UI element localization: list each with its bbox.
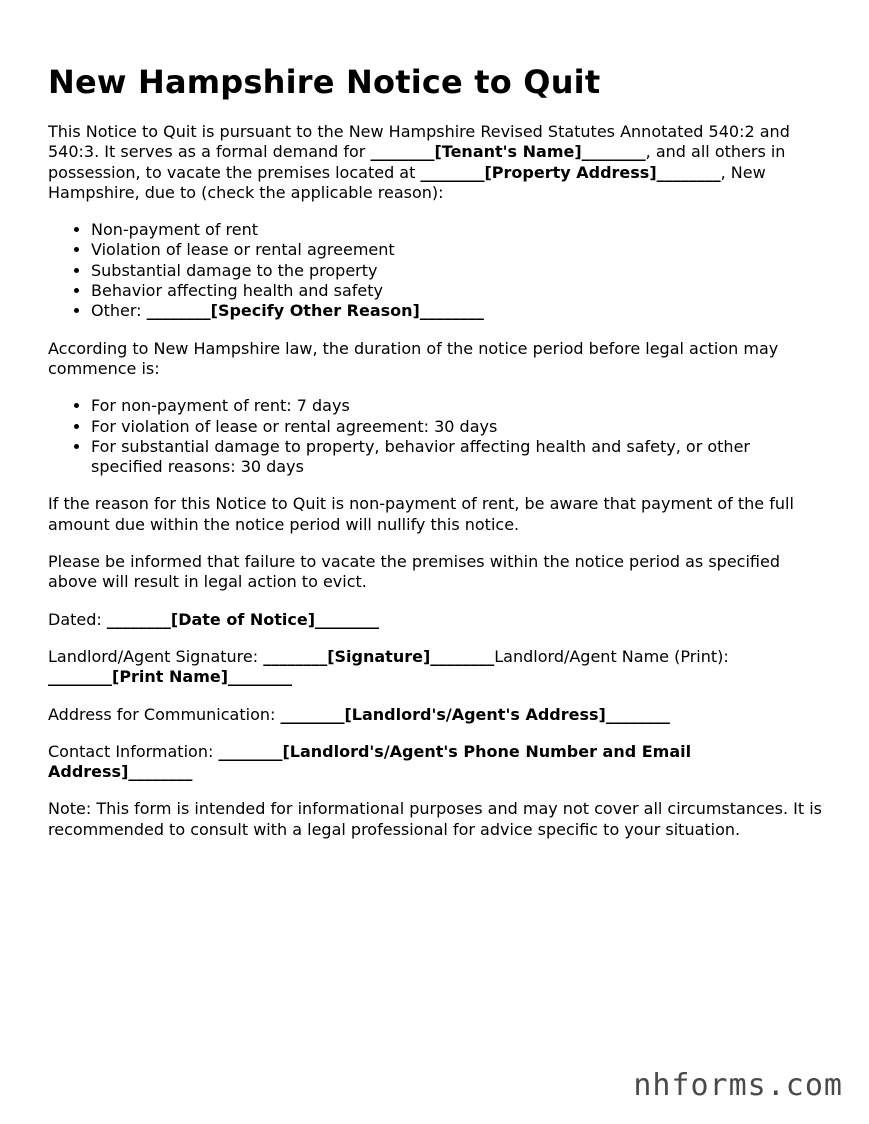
notice-period-intro: According to New Hampshire law, the duration of the notice period before legal action may commence is: xyxy=(48,338,779,378)
intro-text-2: , and all others in possession, to vacate the premises located at xyxy=(48,142,786,182)
intro-paragraph xyxy=(48,122,823,203)
signature-label: Landlord/Agent Signature: xyxy=(48,646,264,666)
disclaimer-note: Note: This form is intended for informational purposes and may not cover all circumstances. It is recommended to consult with a legal professional for advice specific to your situation. xyxy=(48,799,822,839)
reason-item-other xyxy=(91,301,823,321)
other-reason-label: Other: xyxy=(91,301,147,321)
contact-field: ________[Landlord's/Agent's Phone Number and Email Address]________ xyxy=(48,741,692,782)
reason-item: • Non-payment of rent xyxy=(91,220,823,240)
dated-label: Dated: xyxy=(48,609,107,629)
print-name-label: Landlord/Agent Name (Print): xyxy=(494,646,729,666)
intro-text-1: This Notice to Quit is pursuant to the New Hampshire Revised Statutes Annotated 540:2 and 540:3. It serves as a formal demand for xyxy=(48,122,790,162)
address-line xyxy=(48,705,823,725)
reason-item: • Behavior affecting health and safety xyxy=(91,281,823,301)
contact-line xyxy=(48,742,823,783)
period-item: • For non-payment of rent: 7 days xyxy=(91,396,823,416)
document-page xyxy=(48,58,823,857)
address-label: Address for Communication: xyxy=(48,704,281,724)
contact-label: Contact Information: xyxy=(48,741,219,761)
reason-list xyxy=(48,220,823,321)
watermark: nhforms.com xyxy=(633,1068,843,1103)
nonpayment-note: If the reason for this Notice to Quit is non-payment of rent, be aware that payment of the full amount due within the notice period will nullify this notice. xyxy=(48,494,794,534)
intro-text-3: , New Hampshire, due to (check the applicable reason): xyxy=(48,162,766,202)
failure-note: Please be informed that failure to vacate the premises within the notice period as specified above will result in legal action to evict. xyxy=(48,552,780,592)
period-item: • For substantial damage to property, behavior affecting health and safety, or other specified reasons: 30 days xyxy=(91,437,823,478)
other-reason-field: ________[Specify Other Reason]________ xyxy=(146,301,484,321)
signature-field: ________[Signature]________ xyxy=(263,646,495,666)
tenant-name-field: ________[Tenant's Name]________ xyxy=(370,142,646,162)
signature-line xyxy=(48,647,823,688)
property-address-field: ________[Property Address]________ xyxy=(420,162,721,182)
address-field: ________[Landlord's/Agent's Address]________ xyxy=(280,704,670,724)
reason-item: • Substantial damage to the property xyxy=(91,261,823,281)
notice-period-list xyxy=(48,396,823,477)
reason-item: • Violation of lease or rental agreement xyxy=(91,240,823,260)
dated-line xyxy=(48,610,823,630)
print-name-field: ________[Print Name]________ xyxy=(48,667,293,687)
date-of-notice-field: ________[Date of Notice]________ xyxy=(106,609,380,629)
period-item: • For violation of lease or rental agreement: 30 days xyxy=(91,417,823,437)
page-title: New Hampshire Notice to Quit xyxy=(48,63,601,101)
